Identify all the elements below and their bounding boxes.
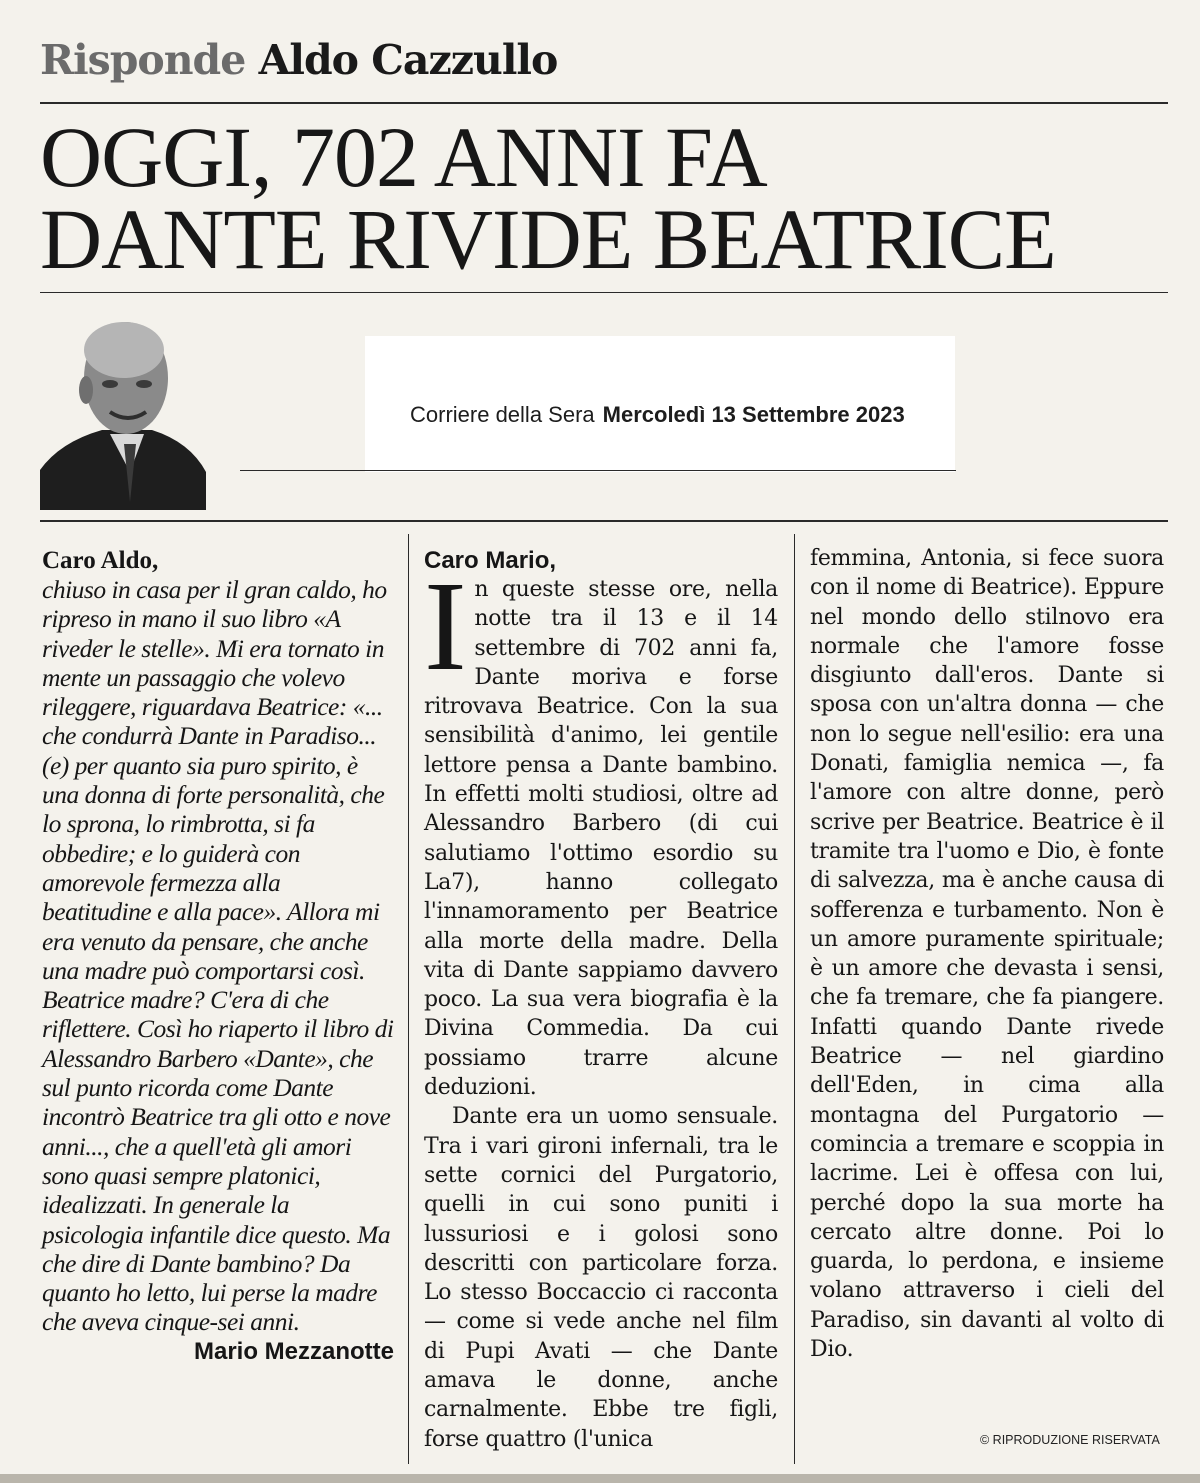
reply-column-2 [810,544,1164,1364]
reply-salutation: Caro Mario, [424,547,557,574]
letter-signature: Mario Mezzanotte [193,1337,394,1365]
reply-paragraph-2: Dante era un uomo sensuale. Tra i vari gironi infernali, tra le sette cornici del Purgatorio, quelli in cui sono puniti i lussuriosi e i golosi sono descritti con particolare forza. Lo stesso Boccaccio ci racconta — come si vede anche nel film di Pupi Avati — che Dante amava le donne, anche carnalmente. Ebbe tre figli, forse quattro (l'unica [424,1104,778,1452]
date-stamp [410,402,905,428]
section-rule [40,520,1168,522]
headline-line-2: DANTE RIVIDE BEATRICE [40,191,1056,287]
newspaper-name: Corriere della Sera [410,402,595,427]
kicker-rule [40,102,1168,104]
copyright-notice: © RIPRODUZIONE RISERVATA [980,1433,1160,1447]
column-divider-1 [408,534,409,1464]
footer-band [0,1474,1200,1483]
letter-salutation: Caro Aldo, [42,547,159,574]
publication-date: Mercoledì 13 Settembre 2023 [602,402,905,427]
author-portrait-photo [40,302,206,510]
reply-paragraph-2-continued: femmina, Antonia, si fece suora con il nome di Beatrice). Eppure nel mondo dello stilnovo era normale che l'amore fosse disgiunto dall'eros. Dante si sposa con un'altra donna — che non lo segue nell'esilio: era una Donati, famiglia nemica —, fa l'amore con altre donne, però scrive per Beatrice. Beatrice è il tramite tra l'uomo e Dio, è fonte di salvezza, ma è anche causa di sofferenza e turbamento. Non è un amore puramente spirituale; è un amore che devasta i sensi, che fa tremare, che fa piangere. Infatti quando Dante rivede Beatrice — nel giardino dell'Eden, in cima alla montagna del Purgatorio — comincia a tremare e scoppia in lacrime. Lei è offesa con lui, perché dopo la sua morte ha cercato altre donne. Poi lo guarda, lo perdona, e insieme volano attraverso i cieli del Paradiso, sin davanti al volto di Dio. [810,546,1164,1363]
letter-body: chiuso in casa per il gran caldo, ho ripreso in mano il suo libro «A riveder le stelle». Mi era tornato in mente un passaggio che volevo rileggere, riguardava Beatrice: «... che condurrà Dante in Paradiso... (e) per quanto sia puro spirito, è una donna di forte personalità, che lo sprona, lo rimbrotta, si fa obbedire; e lo guiderà con amorevole fermezza alla beatitudine e alla pace». Allora mi era venuto da pensare, che anche una madre può comportarsi così. Beatrice madre? C'era di che riflettere. Così ho riaperto il libro di Alessandro Barbero «Dante», che sul punto ricorda come Dante incontrò Beatrice tra gli otto e nove anni..., che a quell'età gli amori sono quasi sempre platonici, idealizzati. In generale la psicologia infantile dice questo. Ma che dire di Dante bambino? Da quanto ho letto, lui perse la madre che aveva cinque-sei anni. [42,575,394,1337]
reply-paragraph-1-text: n queste stesse ore, nella notte tra il 13 e il 14 settembre di 702 anni fa, Dante moriva e forse ritrovava Beatrice. Con la sua sensibilità d'animo, lei gentile lettore pensa a Dante bambino. In effetti molti studiosi, oltre ad Alessandro Barbero (di cui salutiamo l'ottimo esordio su La7), hanno collegato l'innamoramento per Beatrice alla morte della madre. Della vita di Dante sappiamo davvero poco. La sua vera biografia è la Divina Commedia. Da cui possiamo trarre alcune deduzioni. [424,577,778,1101]
headline-line-1: OGGI, 702 ANNI FA [40,109,767,205]
photo-rule [240,470,956,471]
kicker-author: Aldo Cazzullo [258,36,558,84]
kicker [40,36,557,84]
headline-rule [40,292,1168,293]
column-divider-2 [794,534,795,1464]
kicker-prefix: Risponde [40,36,246,84]
reply-column-1 [424,546,778,1454]
reader-letter [42,546,394,1367]
reply-dropcap: I [424,555,467,697]
